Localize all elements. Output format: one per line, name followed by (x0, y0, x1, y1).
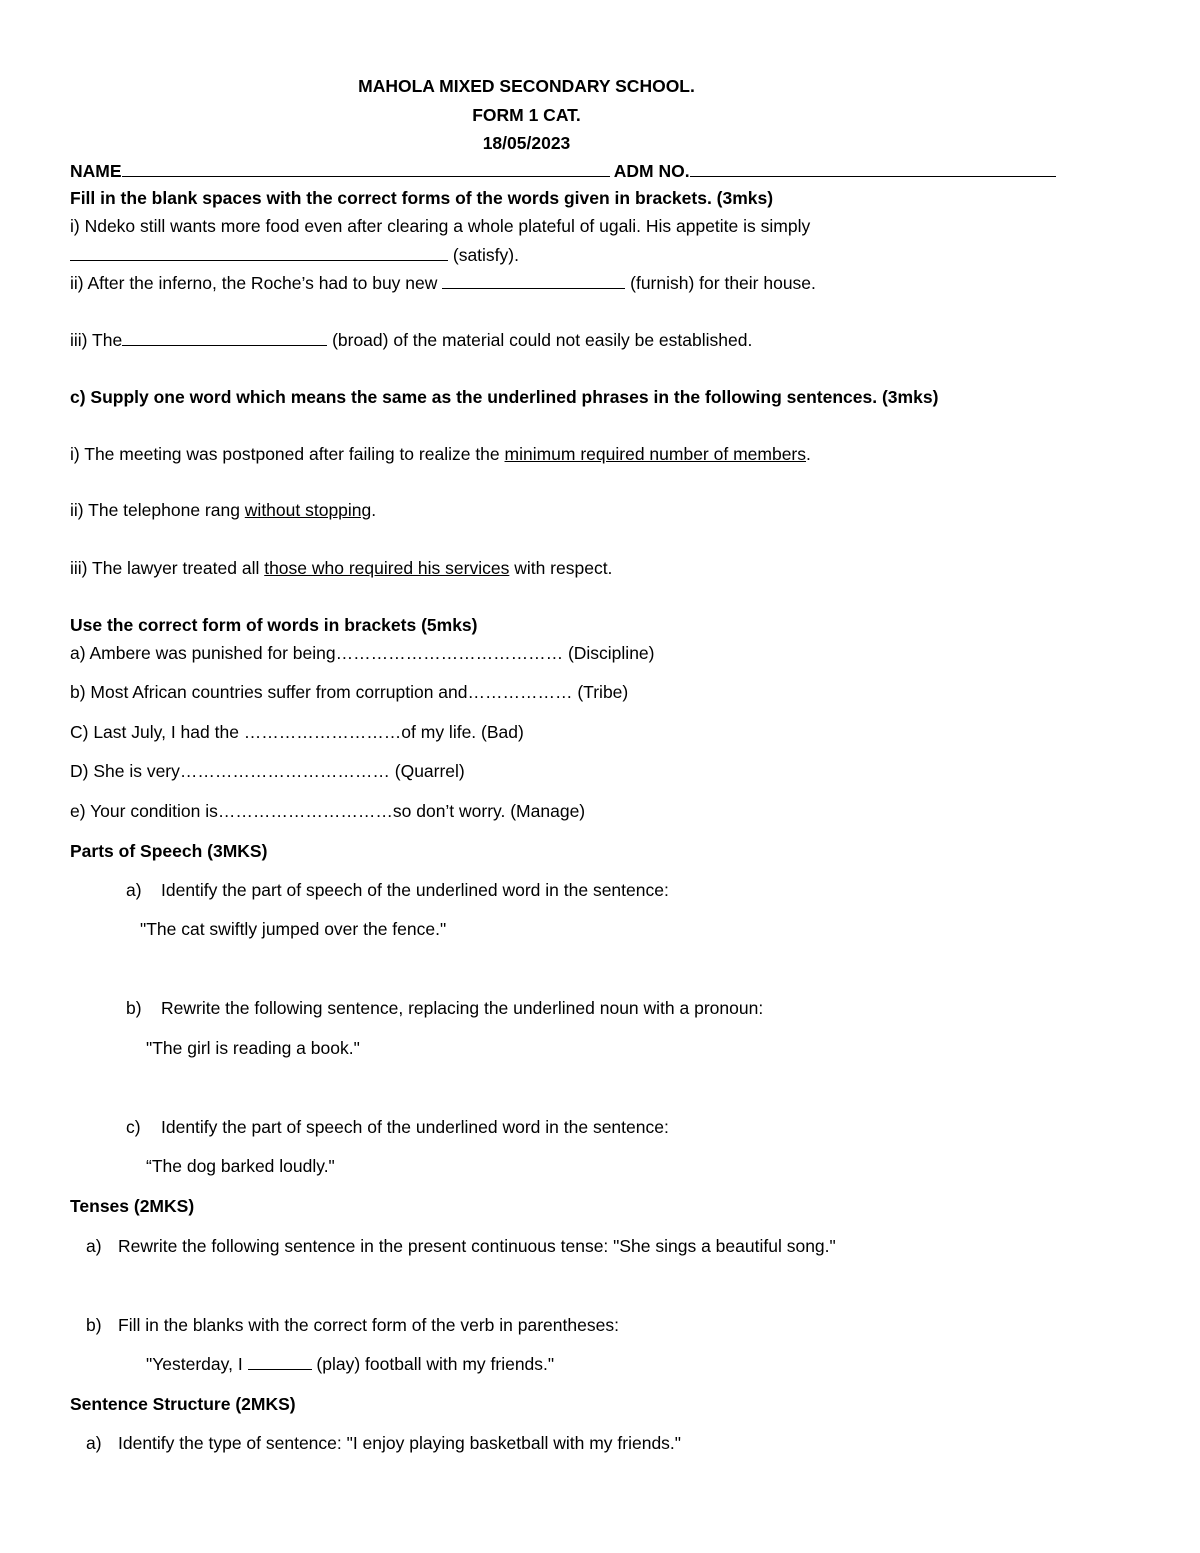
section3-title: Use the correct form of words in brackets (5mks) (70, 615, 478, 635)
item-text: Identify the part of speech of the underlined word in the sentence: (161, 1117, 669, 1137)
answer-blank[interactable] (122, 330, 327, 346)
section1-q2-hint: (furnish) for their house. (625, 273, 816, 293)
section1-q1-hint: (satisfy). (448, 245, 519, 265)
section4-a-quote: "The cat swiftly jumped over the fence." (140, 919, 447, 939)
item-text: Fill in the blanks with the correct form of the verb in parentheses: (118, 1315, 619, 1335)
section1-q2-text: ii) After the inferno, the Roche’s had to buy new (70, 273, 443, 293)
quote-text: "Yesterday, I (146, 1354, 248, 1374)
item-label: a) (86, 1433, 102, 1453)
school-name: MAHOLA MIXED SECONDARY SCHOOL. (358, 76, 695, 96)
section2-q2 (70, 499, 376, 521)
q-text: iii) The lawyer treated all (70, 558, 265, 578)
section4-a (126, 879, 669, 901)
item-text: Identify the part of speech of the underlined word in the sentence: (161, 880, 669, 900)
q-text: with respect. (509, 558, 613, 578)
section4-b (126, 997, 763, 1019)
item-label: b) (126, 998, 142, 1018)
answer-blank[interactable] (70, 245, 448, 261)
section3-a: a) Ambere was punished for being………………………………… (Discipline) (70, 643, 655, 663)
exam-date: 18/05/2023 (482, 133, 571, 153)
section5-b-quote (146, 1353, 554, 1375)
q-text: ii) The telephone rang (70, 500, 245, 520)
name-field[interactable] (122, 161, 610, 177)
section1-q1-cont (70, 244, 519, 266)
item-label: c) (126, 1117, 141, 1137)
adm-label: ADM NO. (613, 161, 690, 181)
section2-q3 (70, 557, 612, 579)
section1-q3-hint: (broad) of the material could not easily be established. (327, 330, 753, 350)
section5-a (86, 1235, 836, 1257)
section1-q3 (70, 329, 752, 351)
name-label: NAME (70, 161, 122, 181)
section2-title: c) Supply one word which means the same as the underlined phrases in the following sentences. (3mks) (70, 387, 939, 407)
section1-q1: i) Ndeko still wants more food even after clearing a whole plateful of ugali. His appetite is simply (70, 216, 811, 236)
name-adm-row (70, 160, 1056, 182)
section3-d: D) She is very……………………………… (Quarrel) (70, 761, 465, 781)
section1-q3-text: iii) The (70, 330, 123, 350)
adm-field[interactable] (690, 161, 1056, 177)
item-label: a) (86, 1236, 102, 1256)
item-label: b) (86, 1315, 102, 1335)
answer-blank[interactable] (442, 273, 625, 289)
section4-title: Parts of Speech (3MKS) (70, 841, 268, 861)
section1-title: Fill in the blank spaces with the correct forms of the words given in brackets. (3mks) (70, 188, 774, 208)
section2-q1 (70, 443, 811, 465)
section3-e: e) Your condition is…………………………so don’t worry. (Manage) (70, 801, 586, 821)
section4-c-quote: “The dog barked loudly." (146, 1156, 335, 1176)
underlined-phrase: those who required his services (264, 558, 510, 578)
underlined-phrase: without stopping (244, 500, 372, 520)
answer-blank[interactable] (248, 1354, 312, 1370)
section6-a (86, 1432, 681, 1454)
section5-title: Tenses (2MKS) (70, 1196, 195, 1216)
item-label: a) (126, 880, 142, 900)
form-title: FORM 1 CAT. (472, 105, 581, 125)
item-text: Rewrite the following sentence in the present continuous tense: "She sings a beautiful song." (118, 1236, 836, 1256)
section3-c: C) Last July, I had the ………………………of my life. (Bad) (70, 722, 524, 742)
item-text: Rewrite the following sentence, replacing the underlined noun with a pronoun: (161, 998, 764, 1018)
q-text: . (371, 500, 377, 520)
underlined-phrase: minimum required number of members (504, 444, 807, 464)
section1-q2 (70, 272, 816, 294)
section5-b (86, 1314, 619, 1336)
item-text: Identify the type of sentence: "I enjoy playing basketball with my friends." (118, 1433, 682, 1453)
q-text: . (806, 444, 811, 464)
section3-b: b) Most African countries suffer from corruption and……………… (Tribe) (70, 682, 629, 702)
quote-text: (play) football with my friends." (311, 1354, 555, 1374)
section4-c (126, 1116, 669, 1138)
section6-title: Sentence Structure (2MKS) (70, 1394, 296, 1414)
section4-b-quote: "The girl is reading a book." (146, 1038, 360, 1058)
q-text: i) The meeting was postponed after failing to realize the (70, 444, 505, 464)
